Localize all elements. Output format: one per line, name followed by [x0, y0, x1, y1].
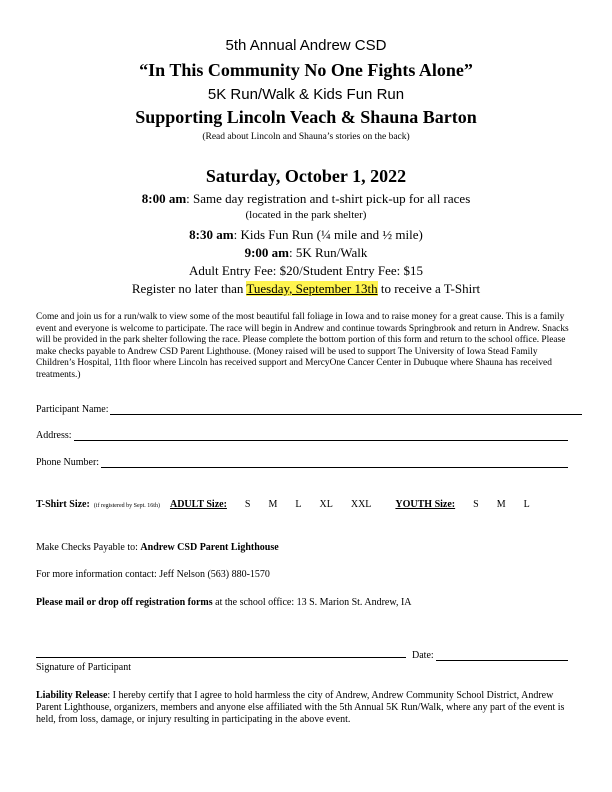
- tshirt-size-label: T-Shirt Size:: [36, 499, 90, 510]
- registration-deadline: [0, 281, 612, 297]
- schedule-time: 8:00 am: [141, 191, 187, 206]
- checks-label: Make Checks Payable to:: [36, 542, 141, 553]
- schedule-registration: [0, 191, 612, 207]
- signature-line[interactable]: [36, 657, 406, 658]
- liability-label: Liability Release: [36, 690, 108, 701]
- deadline-prefix: Register no later than: [131, 281, 247, 296]
- mail-instructions-address: at the school office: 13 S. Marion St. Andrew, IA: [212, 597, 412, 608]
- checks-payable: [36, 542, 279, 553]
- phone-field[interactable]: [36, 457, 568, 468]
- adult-size-option[interactable]: S: [244, 499, 251, 510]
- event-description: Come and join us for a run/walk to view some of the most beautiful fall foliage in Iowa and to raise money for a great cause. This is a family event and everyone is welcome to participate. The race will begin in Andrew and continue towards Springbrook and return in Andrew. Snacks will be provided in the park shelter following the race. Please complete the bottom portion of this form and return to the school office. Please make checks payable to Andrew CSD Parent Lighthouse. (Money raised will be used to support The University of Iowa Stead Family Children’s Hospital, 11th floor where Lincoln has received support and MercyOne Cancer Center in Dubuque where Shauna has received treatments.): [36, 312, 569, 380]
- contact-info: For more information contact: Jeff Nelson (563) 880-1570: [36, 569, 270, 580]
- tshirt-deadline-note: (if registered by Sept. 16th): [93, 503, 160, 509]
- event-date: Saturday, October 1, 2022: [205, 166, 407, 186]
- mail-instructions: [36, 597, 412, 608]
- deadline-date: Tuesday, September 13th: [246, 281, 378, 296]
- youth-size-option[interactable]: S: [473, 499, 479, 510]
- address-line[interactable]: [74, 430, 568, 441]
- phone-line[interactable]: [101, 457, 568, 468]
- youth-size-option[interactable]: M: [496, 499, 506, 510]
- adult-size-option[interactable]: XL: [319, 499, 333, 510]
- signature-label: Signature of Participant: [36, 662, 131, 673]
- date-field[interactable]: [412, 650, 568, 661]
- participant-name-label: Participant Name:: [36, 404, 109, 415]
- schedule-text: : 5K Run/Walk: [289, 245, 368, 260]
- participant-name-field[interactable]: [36, 404, 582, 415]
- address-label: Address:: [36, 430, 72, 441]
- checks-payee: Andrew CSD Parent Lighthouse: [140, 542, 279, 553]
- deadline-suffix: to receive a T-Shirt: [377, 281, 481, 296]
- event-subtitle: 5K Run/Walk & Kids Fun Run: [207, 86, 405, 103]
- participant-name-line[interactable]: [110, 404, 582, 415]
- schedule-time: 9:00 am: [244, 245, 289, 260]
- mail-instructions-bold: Please mail or drop off registration forms: [36, 597, 213, 608]
- adult-size-option[interactable]: M: [268, 499, 278, 510]
- tshirt-size-row: [36, 499, 576, 510]
- youth-size-label: YOUTH Size:: [395, 499, 456, 510]
- youth-size-option[interactable]: L: [523, 499, 530, 510]
- address-field[interactable]: [36, 430, 568, 441]
- schedule-time: 8:30 am: [189, 227, 234, 242]
- back-page-note: (Read about Lincoln and Shauna’s stories on the back): [202, 132, 410, 142]
- schedule-5k: [0, 245, 612, 261]
- liability-text: : I hereby certify that I agree to hold harmless the city of Andrew, Andrew Community School District, Andrew Parent Lighthouse, organizers, members and anyone else affiliated with the 5th Annual 5K Run/Walk, where any part of the event is held, from loss, damage, or injury resulting in participating in the above event.: [36, 690, 565, 726]
- date-line[interactable]: [436, 650, 568, 661]
- adult-size-option[interactable]: L: [295, 499, 302, 510]
- adult-size-option[interactable]: XXL: [350, 499, 372, 510]
- event-beneficiaries: Supporting Lincoln Veach & Shauna Barton: [135, 107, 477, 127]
- date-label: Date:: [412, 650, 434, 661]
- schedule-text: : Kids Fun Run (¼ mile and ½ mile): [233, 227, 423, 242]
- schedule-text: : Same day registration and t-shirt pick-up for all races: [186, 191, 471, 206]
- entry-fees: Adult Entry Fee: $20/Student Entry Fee: $15: [189, 263, 423, 278]
- event-slogan: “In This Community No One Fights Alone”: [139, 60, 473, 80]
- adult-size-label: ADULT Size:: [169, 499, 227, 510]
- liability-release: [36, 690, 576, 727]
- phone-label: Phone Number:: [36, 457, 100, 468]
- event-edition: 5th Annual Andrew CSD: [225, 37, 387, 54]
- schedule-location-note: (located in the park shelter): [245, 209, 367, 221]
- schedule-kids-run: [0, 227, 612, 243]
